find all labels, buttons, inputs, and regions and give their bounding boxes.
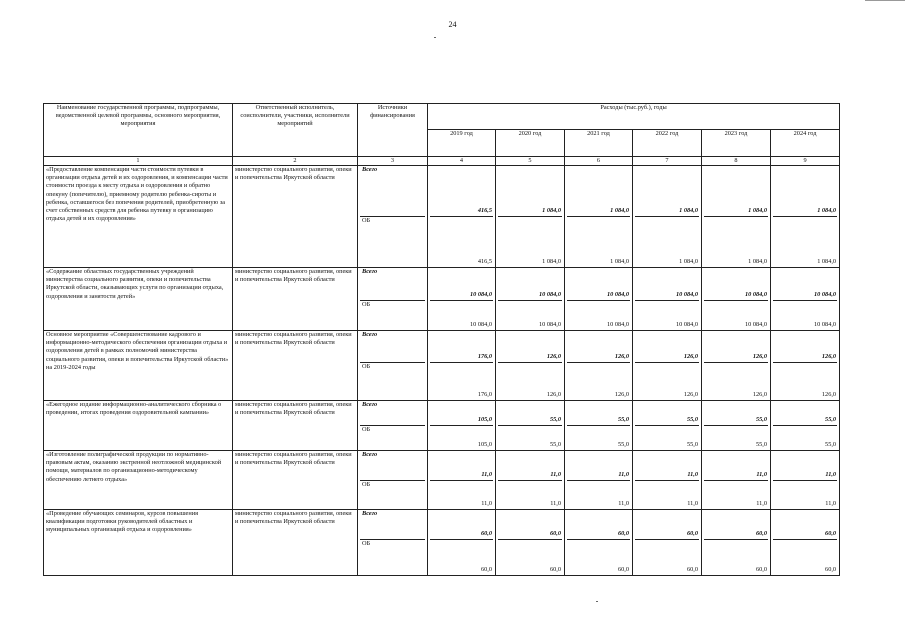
value-stack [704,451,768,509]
value-stack [635,331,699,400]
value-ob: 60,0 [549,565,561,573]
value-ob: 10 084,0 [744,320,767,328]
value-total: 10 084,0 [567,268,630,301]
value-ob: 55,0 [755,440,767,448]
value-total: 1 084,0 [773,166,837,217]
value-stack [635,401,699,450]
value-ob: 55,0 [617,440,629,448]
row-source [358,268,428,331]
value-total: 55,0 [567,401,630,426]
value-cell [565,451,633,510]
value-ob: 126,0 [752,390,767,398]
value-cell [771,451,840,510]
row-source [358,510,428,576]
value-stack [704,331,768,400]
value-stack [430,268,493,330]
value-cell [771,510,840,576]
value-ob: 416,5 [477,257,492,265]
value-stack [773,451,837,509]
value-ob: 105,0 [477,440,492,448]
value-ob: 11,0 [618,499,629,507]
value-stack [498,166,562,267]
value-stack [704,401,768,450]
value-stack [567,268,630,330]
value-stack [704,510,768,575]
value-total: 55,0 [704,401,768,426]
value-stack [430,401,493,450]
row-name: «Предоставление компенсации части стоимости путевки в организации отдыха детей и их оздоровления, и компенсации части стоимости проезда к месту отдыха и оздоровления и обратно опекуну (попечителю), приемному родителю ребенка-сироты и ребенка, оставшегося без попечения родителей, приобретенную за счет собственных средств для ребенка путевку в организацию отдыха детей и их оздоровления» [44,166,233,268]
value-cell [428,510,496,576]
value-total: 176,0 [430,331,493,363]
value-total: 11,0 [498,451,562,481]
value-total: 55,0 [773,401,837,426]
source-total-label: Всего [360,166,425,217]
value-ob: 60,0 [755,565,767,573]
value-ob: 60,0 [825,565,837,573]
value-stack [773,510,837,575]
table-row [44,451,840,510]
scan-edge-mark [865,0,905,1]
row-responsible: министерство социального развития, опеки и попечительства Иркутской области [233,401,358,451]
year-2021: 2021 год [565,130,633,157]
value-stack [567,166,630,267]
value-cell [565,331,633,401]
col-index: 8 [702,157,771,166]
value-stack [498,331,562,400]
table-row [44,401,840,451]
value-cell [771,268,840,331]
row-source [358,401,428,451]
value-ob: 10 084,0 [469,320,492,328]
value-stack [773,166,837,267]
year-2019: 2019 год [428,130,496,157]
value-stack [498,510,562,575]
source-ob-label: ОБ [362,481,371,488]
value-ob: 60,0 [617,565,629,573]
value-total: 11,0 [635,451,699,481]
value-cell [565,166,633,268]
value-stack [430,510,493,575]
year-2022: 2022 год [633,130,702,157]
value-cell [428,166,496,268]
value-ob: 11,0 [481,499,492,507]
value-ob: 11,0 [756,499,767,507]
row-name: «Ежегодное издание информационно-аналитического сборника о проведении, итогах проведения оздоровительной кампании» [44,401,233,451]
value-stack [567,510,630,575]
source-total-label: Всего [360,401,425,426]
value-total: 10 084,0 [773,268,837,301]
value-ob: 11,0 [825,499,837,507]
table-row [44,331,840,401]
header-row-index [44,157,840,166]
header-expenses: Расходы (тыс.руб.), годы [428,104,840,130]
row-responsible: министерство социального развития, опеки и попечительства Иркутской области [233,268,358,331]
value-stack [773,401,837,450]
value-ob: 60,0 [480,565,492,573]
col-index: 4 [428,157,496,166]
value-stack [430,451,493,509]
source-ob-label: ОБ [362,217,371,224]
col-index: 5 [496,157,565,166]
value-total: 1 084,0 [567,166,630,217]
value-ob: 55,0 [686,440,698,448]
value-total: 126,0 [773,331,837,363]
value-ob: 10 084,0 [538,320,561,328]
row-responsible: министерство социального развития, опеки и попечительства Иркутской области [233,166,358,268]
value-ob: 1 084,0 [817,257,837,265]
value-ob: 55,0 [549,440,561,448]
source-total-label: Всего [360,510,425,540]
table-row [44,268,840,331]
value-total: 1 084,0 [635,166,699,217]
value-cell [496,401,565,451]
value-cell [702,401,771,451]
source-ob-label: ОБ [362,540,371,547]
value-total: 11,0 [567,451,630,481]
value-cell [496,166,565,268]
value-ob: 1 084,0 [679,257,698,265]
value-cell [702,268,771,331]
value-stack [635,268,699,330]
value-cell [496,451,565,510]
value-cell [702,451,771,510]
value-total: 126,0 [567,331,630,363]
value-cell [633,401,702,451]
value-stack [635,166,699,267]
value-cell [496,331,565,401]
financing-table [43,103,840,576]
value-ob: 10 084,0 [606,320,629,328]
value-cell [496,268,565,331]
source-cell [360,510,425,575]
value-total: 1 084,0 [704,166,768,217]
value-cell [565,268,633,331]
value-ob: 126,0 [821,390,837,398]
value-total: 60,0 [567,510,630,540]
value-cell [771,166,840,268]
value-cell [428,401,496,451]
year-2024: 2024 год [771,130,840,157]
col-index: 3 [358,157,428,166]
value-total: 10 084,0 [430,268,493,301]
source-cell [360,451,425,509]
value-total: 60,0 [704,510,768,540]
value-ob: 10 084,0 [814,320,837,328]
table-row [44,510,840,576]
row-responsible: министерство социального развития, опеки и попечительства Иркутской области [233,331,358,401]
value-ob: 11,0 [550,499,561,507]
value-stack [773,331,837,400]
value-ob: 1 084,0 [542,257,561,265]
value-cell [702,166,771,268]
value-cell [633,268,702,331]
row-responsible: министерство социального развития, опеки и попечительства Иркутской области [233,510,358,576]
value-total: 10 084,0 [635,268,699,301]
value-cell [633,451,702,510]
row-name: «Содержание областных государственных учреждений министерства социального развития, опеки и попечительства Иркутской области, оказывающих услуги по организации отдыха, оздоровления и занятости детей» [44,268,233,331]
value-ob: 10 084,0 [675,320,698,328]
value-ob: 1 084,0 [610,257,629,265]
source-total-label: Всего [360,451,425,481]
value-stack [704,166,768,267]
source-cell [360,401,425,450]
source-cell [360,268,425,330]
value-cell [565,401,633,451]
page-number: 24 [448,20,457,29]
row-name: Основное мероприятие «Совершенствование кадрового и информационно-методического обеспечения организации отдыха и оздоровления детей в рамках полномочий министерства социального развития, опеки и попечительства Иркутской области» на 2019-2024 годы [44,331,233,401]
value-total: 416,5 [430,166,493,217]
scan-speck [434,37,436,38]
col-index: 6 [565,157,633,166]
value-stack [567,451,630,509]
value-stack [635,451,699,509]
row-source [358,166,428,268]
value-cell [428,331,496,401]
value-cell [496,510,565,576]
source-total-label: Всего [360,268,425,301]
value-total: 126,0 [498,331,562,363]
value-ob: 126,0 [683,390,698,398]
header-responsible: Ответственный исполнитель, соисполнители, участники, исполнители мероприятий [233,104,358,157]
value-stack [498,401,562,450]
row-source [358,331,428,401]
value-total: 11,0 [430,451,493,481]
source-ob-label: ОБ [362,426,371,433]
value-cell [633,166,702,268]
value-stack [567,401,630,450]
value-cell [428,268,496,331]
value-total: 105,0 [430,401,493,426]
value-total: 60,0 [773,510,837,540]
col-index: 2 [233,157,358,166]
value-cell [702,510,771,576]
col-index: 1 [44,157,233,166]
value-total: 10 084,0 [704,268,768,301]
value-total: 55,0 [635,401,699,426]
col-index: 7 [633,157,702,166]
source-cell [360,331,425,400]
value-stack [567,331,630,400]
value-total: 11,0 [704,451,768,481]
source-ob-label: ОБ [362,301,371,308]
value-cell [633,331,702,401]
row-source [358,451,428,510]
value-ob: 60,0 [686,565,698,573]
value-total: 1 084,0 [498,166,562,217]
value-stack [704,268,768,330]
header-name: Наименование государственной программы, подпрограммы, ведомственной целевой программы, основного мероприятия, мероприятия [44,104,233,157]
value-ob: 126,0 [546,390,561,398]
value-ob: 126,0 [614,390,629,398]
value-stack [635,510,699,575]
row-name: «Проведение обучающих семинаров, курсов повышения квалификации подготовки руководителей областных и муниципальных организаций отдыха и оздоровления» [44,510,233,576]
value-total: 60,0 [430,510,493,540]
value-ob: 1 084,0 [748,257,767,265]
value-cell [565,510,633,576]
value-total: 60,0 [635,510,699,540]
year-2023: 2023 год [702,130,771,157]
source-total-label: Всего [360,331,425,363]
value-ob: 176,0 [477,390,492,398]
value-stack [498,451,562,509]
value-cell [771,331,840,401]
value-cell [633,510,702,576]
value-total: 11,0 [773,451,837,481]
header-source: Источники финансирования [358,104,428,157]
row-name: «Изготовление полиграфической продукции по нормативно-правовым актам, оказанию экстренной неотложной медицинской помощи, материалов по организационно-методическому обеспечению летнего отдыха» [44,451,233,510]
value-cell [428,451,496,510]
value-stack [430,331,493,400]
year-2020: 2020 год [496,130,565,157]
value-ob: 11,0 [687,499,698,507]
source-ob-label: ОБ [362,363,371,370]
scan-speck [596,601,598,602]
col-index: 9 [771,157,840,166]
value-cell [771,401,840,451]
value-stack [430,166,493,267]
source-cell [360,166,425,267]
value-stack [498,268,562,330]
value-total: 55,0 [498,401,562,426]
value-total: 10 084,0 [498,268,562,301]
value-stack [773,268,837,330]
table-row [44,166,840,268]
value-cell [702,331,771,401]
value-total: 126,0 [704,331,768,363]
value-total: 126,0 [635,331,699,363]
value-ob: 55,0 [825,440,837,448]
value-total: 60,0 [498,510,562,540]
row-responsible: министерство социального развития, опеки и попечительства Иркутской области [233,451,358,510]
header-row-1 [44,104,840,130]
